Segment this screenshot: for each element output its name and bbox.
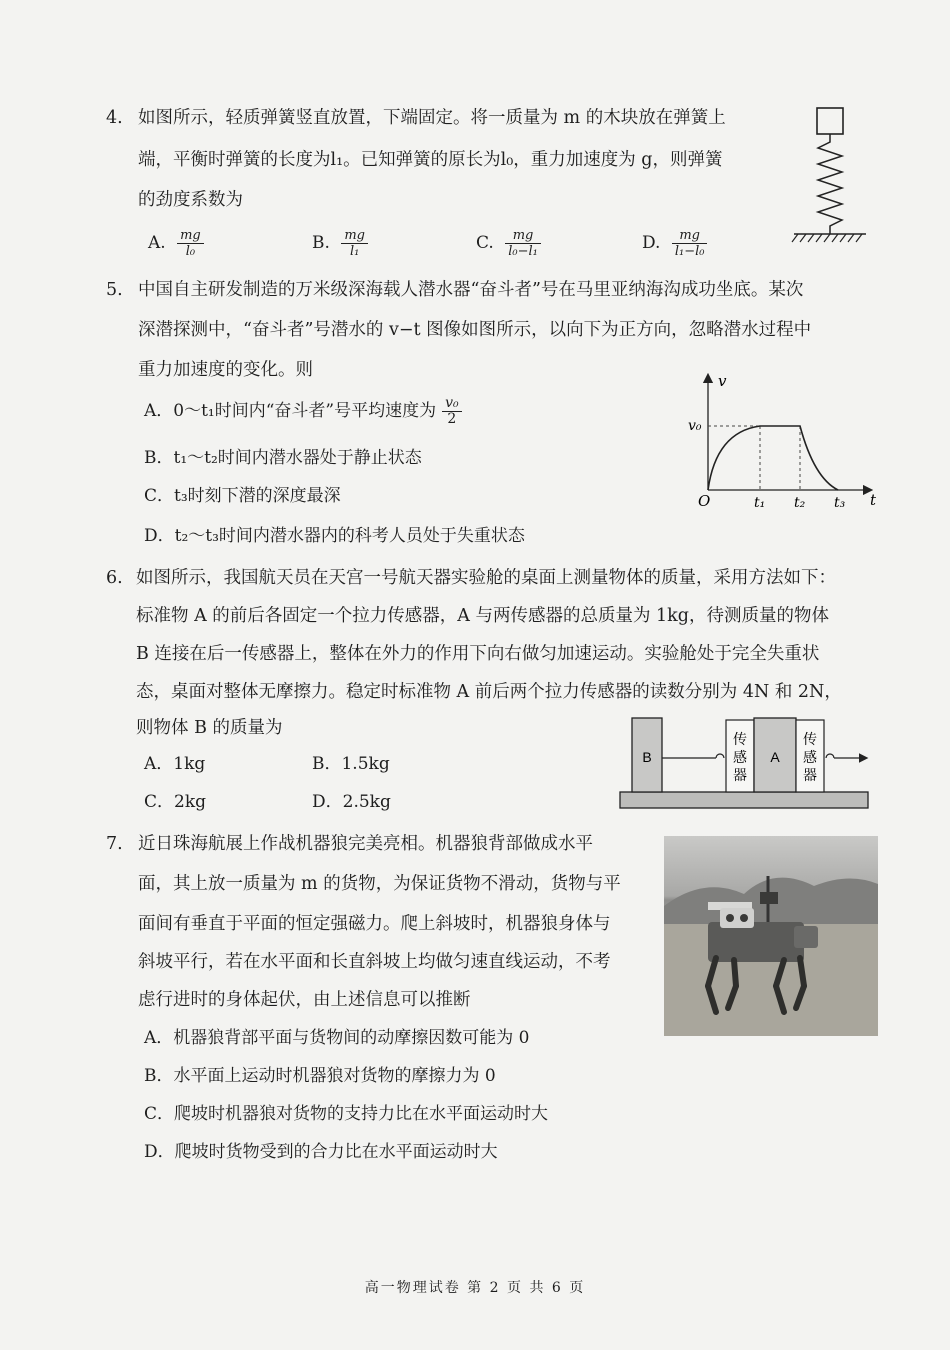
hook-rear bbox=[716, 754, 724, 758]
fraction-numerator: v₀ bbox=[442, 396, 462, 412]
question-4-line-1: 如图所示，轻质弹簧竖直放置，下端固定。将一质量为 m 的木块放在弹簧上 bbox=[138, 108, 726, 128]
velocity-curve bbox=[708, 426, 838, 490]
question-4-option-a bbox=[148, 228, 204, 259]
wood-block bbox=[817, 108, 843, 134]
question-5-option-a bbox=[144, 396, 462, 427]
robot-wolf-photo bbox=[664, 836, 878, 1036]
page-footer: 高一物理试卷 第 2 页 共 6 页 bbox=[364, 1280, 586, 1296]
question-6-line-3: B 连接在后一传感器上，整体在外力的作用下向右做匀加速运动。实验舱处于完全失重状 bbox=[136, 644, 820, 664]
question-6-line-1: 如图所示，我国航天员在天宫一号航天器实验舱的桌面上测量物体的质量，采用方法如下： bbox=[136, 568, 836, 588]
fraction-numerator: mg bbox=[672, 228, 708, 244]
front-sensor-char-2: 感 bbox=[803, 750, 817, 766]
t-axis-label: t bbox=[870, 491, 877, 509]
origin-label: O bbox=[698, 492, 711, 510]
option-label: C. bbox=[476, 233, 494, 253]
robot-wolf-illustration bbox=[664, 836, 878, 1036]
question-5-line-2: 深潜探测中，“奋斗者”号潜水的 v−t 图像如图所示，以向下为正方向，忽略潜水过程中 bbox=[138, 320, 812, 340]
question-4-number: 4. bbox=[106, 108, 123, 128]
robot-head bbox=[794, 926, 818, 948]
question-7-line-2: 面，其上放一质量为 m 的货物，为保证货物不滑动，货物与平 bbox=[138, 874, 621, 894]
question-6-option-b: B．1.5kg bbox=[312, 754, 390, 774]
question-6-line-2: 标准物 A 的前后各固定一个拉力传感器，A 与两传感器的总质量为 1kg，待测质量的物体 bbox=[136, 606, 829, 626]
fraction-numerator: mg bbox=[177, 228, 204, 244]
question-6-option-a: A．1kg bbox=[144, 754, 206, 774]
question-6-number: 6. bbox=[106, 568, 123, 588]
fraction-denominator: l₀ bbox=[185, 244, 196, 259]
question-6-line-5: 则物体 B 的质量为 bbox=[136, 718, 283, 738]
question-5-number: 5. bbox=[106, 280, 123, 300]
robot-body bbox=[708, 922, 804, 962]
spring-diagram bbox=[790, 104, 870, 246]
question-7-option-b: B．水平面上运动时机器狼对货物的摩擦力为 0 bbox=[144, 1066, 496, 1086]
fraction-denominator: l₁−l₀ bbox=[674, 244, 705, 259]
v0-label: v₀ bbox=[688, 418, 702, 434]
front-sensor-char-3: 器 bbox=[803, 768, 817, 784]
fraction-denominator: 2 bbox=[447, 411, 457, 427]
option-text: A．0～t₁时间内“奋斗者”号平均速度为 bbox=[144, 401, 437, 421]
option-fraction bbox=[672, 228, 708, 259]
block-a-label: A bbox=[770, 749, 780, 765]
v-axis-label: v bbox=[718, 372, 727, 390]
ground-hatching bbox=[792, 234, 862, 242]
fraction-denominator: l₀−l₁ bbox=[508, 244, 538, 259]
fraction-numerator: mg bbox=[505, 228, 541, 244]
question-7-line-3: 面间有垂直于平面的恒定强磁力。爬上斜坡时，机器狼身体与 bbox=[138, 914, 611, 934]
t2-label: t₂ bbox=[794, 495, 806, 510]
fraction-denominator: l₁ bbox=[349, 244, 360, 259]
question-7-line-4: 斜坡平行，若在水平面和长直斜坡上均做匀速直线运动，不考 bbox=[138, 952, 611, 972]
question-5-line-1: 中国自主研发制造的万米级深海载人潜水器“奋斗者”号在马里亚纳海沟成功坐底。某次 bbox=[138, 280, 804, 300]
spring-coil bbox=[818, 134, 842, 234]
option-label: D. bbox=[642, 233, 661, 253]
question-7-option-a: A．机器狼背部平面与货物间的动摩擦因数可能为 0 bbox=[144, 1028, 530, 1048]
question-4-line-2: 端，平衡时弹簧的长度为l₁。已知弹簧的原长为l₀，重力加速度为 g，则弹簧 bbox=[138, 150, 723, 170]
question-6-option-d: D．2.5kg bbox=[312, 792, 391, 812]
option-fraction bbox=[177, 228, 204, 259]
question-4-option-b bbox=[312, 228, 368, 259]
option-label: A. bbox=[148, 233, 166, 253]
question-6-option-c: C．2kg bbox=[144, 792, 207, 812]
question-4-line-3: 的劲度系数为 bbox=[138, 190, 243, 210]
front-sensor-char-1: 传 bbox=[803, 732, 817, 748]
rear-sensor-char-1: 传 bbox=[733, 732, 747, 748]
question-6-line-4: 态，桌面对整体无摩擦力。稳定时标准物 A 前后两个拉力传感器的读数分别为 4N 和 2N， bbox=[136, 682, 842, 702]
t3-label: t₃ bbox=[834, 495, 846, 510]
fraction-numerator: mg bbox=[341, 228, 368, 244]
question-7-line-5: 虑行进时的身体起伏，由上述信息可以推断 bbox=[138, 990, 471, 1010]
robot-cargo bbox=[720, 908, 754, 928]
rear-sensor-char-2: 感 bbox=[733, 750, 747, 766]
question-4-option-c bbox=[476, 228, 541, 259]
t1-label: t₁ bbox=[754, 495, 766, 510]
question-7-line-1: 近日珠海航展上作战机器狼完美亮相。机器狼背部做成水平 bbox=[138, 834, 593, 854]
block-b-label: B bbox=[642, 749, 652, 765]
question-5-option-c: C．t₃时刻下潜的深度最深 bbox=[144, 486, 341, 506]
option-fraction bbox=[442, 396, 462, 427]
sensor-diagram bbox=[616, 716, 872, 812]
option-label: B. bbox=[312, 233, 330, 253]
question-7-option-d: D．爬坡时货物受到的合力比在水平面运动时大 bbox=[144, 1142, 498, 1162]
question-5-line-3: 重力加速度的变化。则 bbox=[138, 360, 313, 380]
question-7-number: 7. bbox=[106, 834, 123, 854]
question-5-option-d: D．t₂～t₃时间内潜水器内的科考人员处于失重状态 bbox=[144, 526, 525, 546]
table-surface bbox=[620, 792, 868, 808]
question-5-option-b: B．t₁～t₂时间内潜水器处于静止状态 bbox=[144, 448, 422, 468]
vt-graph bbox=[686, 370, 886, 510]
rear-sensor-char-3: 器 bbox=[733, 768, 747, 784]
hook-front bbox=[826, 754, 834, 758]
question-7-option-c: C．爬坡时机器狼对货物的支持力比在水平面运动时大 bbox=[144, 1104, 549, 1124]
option-fraction bbox=[341, 228, 368, 259]
question-4-option-d bbox=[642, 228, 707, 259]
option-fraction bbox=[505, 228, 541, 259]
